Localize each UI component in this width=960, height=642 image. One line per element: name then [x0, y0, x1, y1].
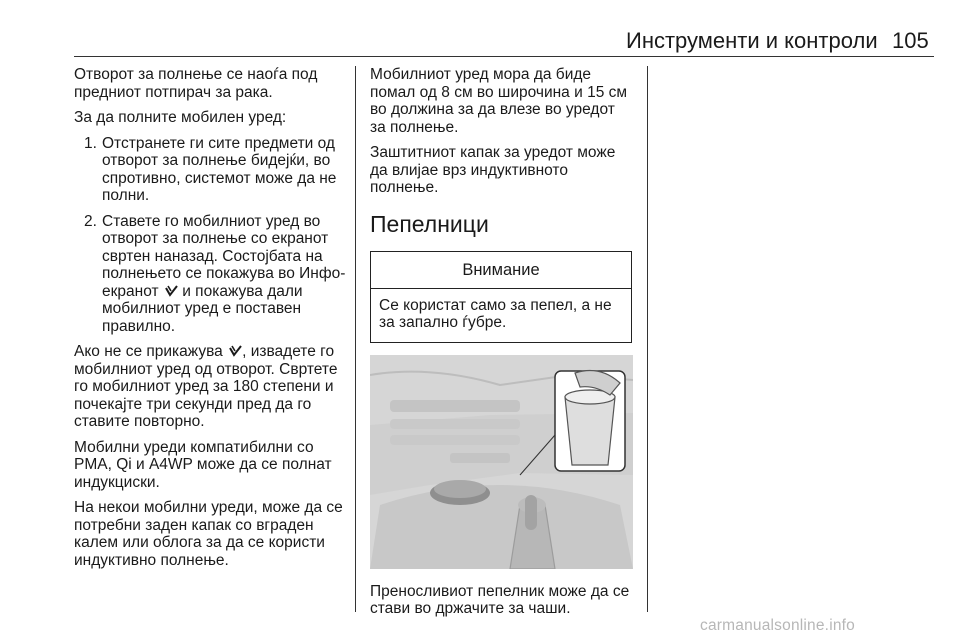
numbered-list [74, 135, 350, 336]
paragraph [74, 343, 350, 431]
list-number: 2. [84, 212, 97, 230]
ashtray-drawing [370, 355, 633, 569]
page-number: 105 [892, 28, 929, 53]
left-column [74, 66, 350, 577]
section-heading: Пепелници [370, 210, 489, 237]
list-item [74, 135, 350, 205]
column-divider-right [647, 66, 648, 612]
charging-status-icon [165, 285, 178, 297]
paragraph: Заштитниот капак за уредот може да влијае врз индуктивното полнење. [370, 144, 616, 196]
list-item [74, 213, 350, 336]
list-item-text: Отстранете ги сите предмети од отворот за полнење бидејќи, во спротивно, системот може да не полни. [102, 134, 337, 204]
list-number: 1. [84, 134, 97, 152]
list-item-text-tail: и покажува дали мобилниот уред е поставен правилно. [102, 282, 303, 335]
middle-column [370, 66, 632, 626]
paragraph: За да полните мобилен уред: [74, 109, 287, 126]
list-item-text: Ставете го мобилниот уред во отворот за полнење со екранот свртен наназад. Состојбата на полнењето се покажува во Инфо-екранот [102, 212, 346, 300]
header-rule [74, 56, 934, 57]
paragraph-text: , извадете го мобилниот уред од отворот. Свртете го мобилниот уред за 180 степени и почекајте три секунди пред да го ставите повторно. [74, 343, 338, 430]
page-header [0, 0, 960, 56]
warning-title: Внимание [371, 252, 631, 289]
watermark: carmanualsonline.info [700, 617, 855, 634]
paragraph: Мобилниот уред мора да биде помал од 8 см во широчина и 15 см во должина за да влезе во уредот за полнење. [370, 66, 628, 136]
column-divider-left [355, 66, 356, 612]
warning-body: Се користат само за пепел, а не за запално ѓубре. [379, 296, 612, 331]
paragraph: На некои мобилни уреди, може да се потребни заден капак со вграден калем или облога за да се користи индуктивно полнење. [74, 499, 343, 569]
figure-caption: Преносливиот пепелник може да се стави во држачите за чаши. [370, 582, 630, 617]
running-title: Инструменти и контроли [626, 28, 878, 53]
warning-box [370, 251, 632, 343]
charging-status-icon [229, 345, 242, 357]
ashtray-illustration [370, 355, 633, 569]
paragraph: Мобилни уреди компатибилни со PMA, Qi и A4WP може да се полнат индукциски. [74, 438, 332, 491]
paragraph: Отворот за полнење се наоѓа под предниот потпирач за рака. [74, 66, 318, 101]
paragraph-text: Ако не се прикажува [74, 343, 223, 360]
